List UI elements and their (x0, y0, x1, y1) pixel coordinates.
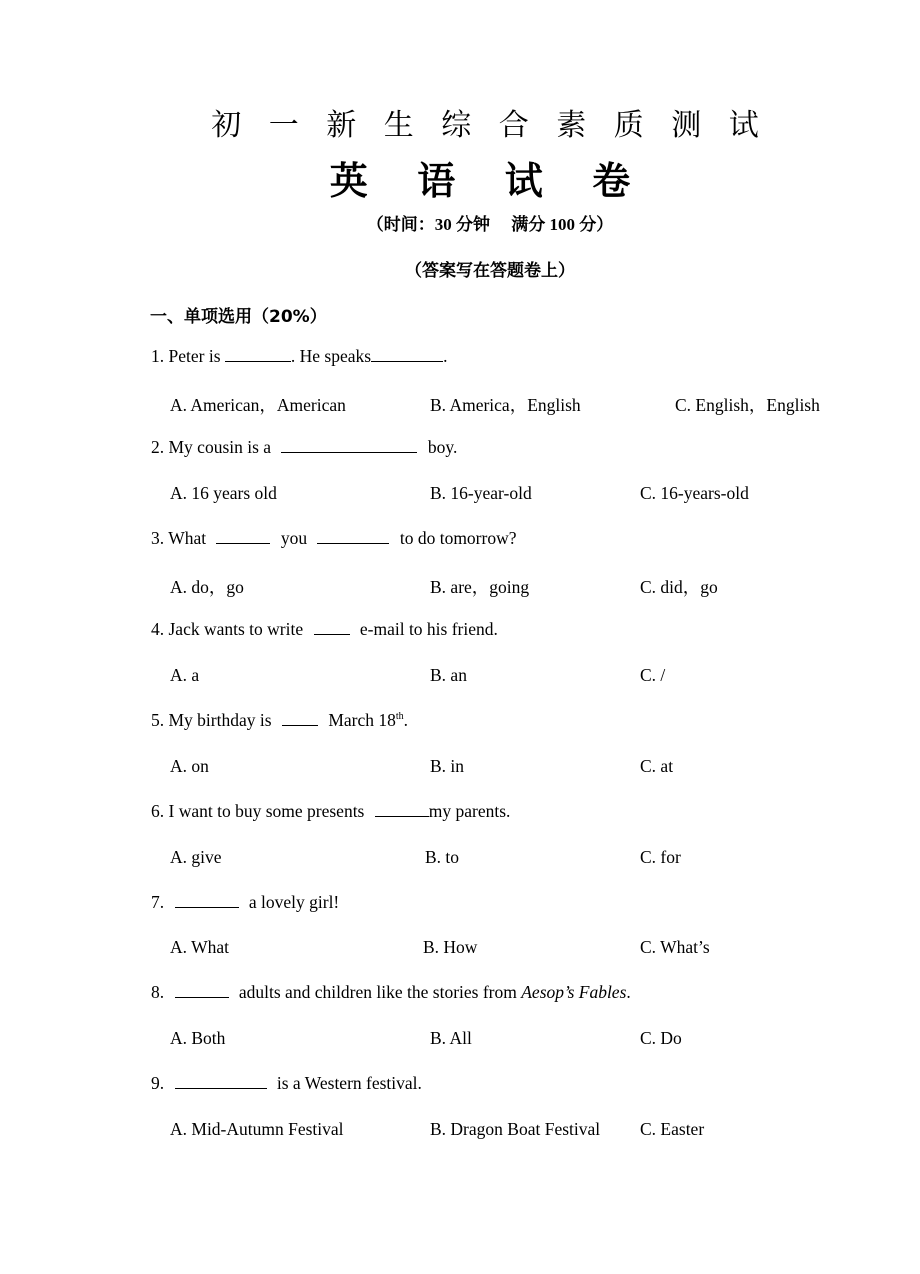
question-5 (151, 710, 408, 731)
option-a: A. do，go (170, 577, 244, 597)
option-a: A. give (170, 847, 222, 867)
superscript: th (395, 711, 404, 723)
option-b: B. are，going (430, 577, 530, 597)
question-text: Jack wants to write (168, 619, 304, 639)
answer-blank (371, 347, 443, 362)
option-b: B. an (430, 665, 467, 685)
option-a: A. American，American (170, 395, 346, 415)
question-2 (151, 437, 457, 458)
question-number: 8. (151, 982, 165, 1002)
question-text: My cousin is a (168, 437, 272, 457)
option-a: A. a (170, 665, 200, 685)
question-text: I want to buy some presents (168, 801, 365, 821)
question-number: 6. (151, 801, 165, 821)
question-text: What (168, 528, 207, 548)
option-c: C. Easter (640, 1119, 705, 1139)
answer-blank (317, 529, 389, 544)
option-b: B. to (425, 847, 460, 867)
section-title: 一、单项选用（20%） (150, 307, 327, 327)
question-number: 3. (151, 528, 165, 548)
answer-blank (216, 529, 270, 544)
question-text: boy. (427, 437, 458, 457)
question-7 (151, 892, 339, 913)
answer-note: （答案写在答题卷上） (405, 261, 575, 280)
question-text: . (626, 982, 631, 1002)
answer-blank (175, 1074, 267, 1089)
exam-title: 初 一 新 生 综 合 素 质 测 试 (211, 109, 769, 142)
option-a: A. What (170, 937, 229, 957)
option-a: A. 16 years old (170, 483, 277, 503)
question-text: . (443, 346, 448, 366)
answer-blank (175, 983, 229, 998)
answer-blank (225, 347, 291, 362)
option-a: A. Both (170, 1028, 226, 1048)
option-b: B. America，English (430, 395, 581, 415)
subject-title: 英 语 试 卷 (329, 161, 651, 203)
option-b: B. in (430, 756, 465, 776)
option-c: C. What’s (640, 937, 710, 957)
question-number: 9. (151, 1073, 165, 1093)
question-text: My birthday is (168, 710, 272, 730)
question-text: adults and children like the stories from (238, 982, 517, 1002)
option-c: C. 16-years-old (640, 483, 749, 503)
answer-blank (281, 438, 417, 453)
option-c: C. at (640, 756, 674, 776)
question-6 (151, 801, 510, 822)
option-c: C. for (640, 847, 681, 867)
option-a: A. on (170, 756, 209, 776)
option-a: A. Mid-Autumn Festival (170, 1119, 344, 1139)
question-text: is a Western festival. (276, 1073, 422, 1093)
answer-blank (375, 802, 429, 817)
question-3 (151, 528, 517, 549)
option-b: B. How (423, 937, 478, 957)
question-4 (151, 619, 498, 640)
question-number: 4. (151, 619, 165, 639)
answer-blank (175, 893, 239, 908)
book-title: Aesop’s Fables (521, 982, 627, 1002)
question-text: March 18 (328, 710, 396, 730)
question-number: 1. (151, 346, 165, 366)
question-text: to do tomorrow? (399, 528, 517, 548)
option-b: B. All (430, 1028, 472, 1048)
question-text: . He speaks (290, 346, 372, 366)
question-9 (151, 1073, 422, 1094)
question-text: Peter is (168, 346, 221, 366)
question-text: a lovely girl! (248, 892, 340, 912)
question-text: my parents. (428, 801, 511, 821)
question-text: e-mail to his friend. (359, 619, 498, 639)
option-b: B. Dragon Boat Festival (430, 1119, 601, 1139)
option-c: C. / (640, 665, 666, 685)
question-text: you (280, 528, 308, 548)
question-text: . (403, 710, 409, 730)
answer-blank (314, 620, 350, 635)
option-c: C. English，English (675, 395, 820, 415)
answer-blank (282, 711, 318, 726)
question-1 (151, 346, 447, 367)
question-number: 5. (151, 710, 165, 730)
exam-meta: （时间：30 分钟 满分 100 分） (366, 215, 614, 234)
option-b: B. 16-year-old (430, 483, 532, 503)
option-c: C. Do (640, 1028, 682, 1048)
question-number: 7. (151, 892, 165, 912)
option-c: C. did，go (640, 577, 718, 597)
question-number: 2. (151, 437, 165, 457)
question-8 (151, 982, 631, 1003)
